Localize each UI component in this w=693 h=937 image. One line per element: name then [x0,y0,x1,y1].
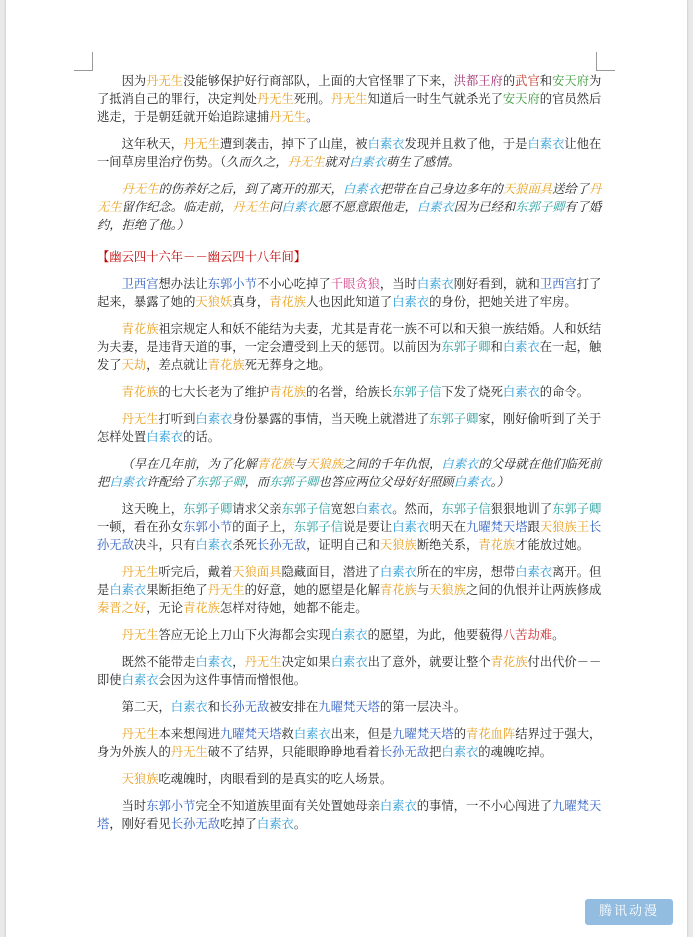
text-run: ，当时 [379,277,417,291]
text-run: 许配给了 [146,475,196,489]
paragraph [97,455,605,491]
text-run: 当时 [121,799,147,813]
text-run: 家，刚好偷听到了关于怎样处置 [97,412,602,444]
text-run: 白素衣 [330,628,368,642]
text-run: 青花族 [269,385,307,399]
text-run: 卫西宫 [539,277,577,291]
text-run: 白素衣 [256,817,294,831]
text-run: 安天府 [552,74,589,88]
text-run: 愿不愿意跟他走， [318,200,417,214]
text-run: 的第一层决斗。 [379,700,467,714]
text-run: 白素衣 [379,799,417,813]
text-run: 白素衣 [195,412,233,426]
text-run: 和 [207,700,221,714]
text-run: 请求父亲 [232,502,282,516]
text-run: 白素衣 [392,295,430,309]
text-run: 白素衣 [515,565,553,579]
text-run: 天狼族 [306,457,343,471]
text-run: 。然而， [392,502,442,516]
paragraph [97,725,605,761]
text-run: 萌生了感情。 [386,155,460,169]
text-run: 也答应两位父母好好照顾 [318,475,454,489]
text-run: 答应无论上刀山下火海都会实现 [158,628,331,642]
text-run: 长孙无敌 [170,817,221,831]
text-run: 的 [453,727,467,741]
text-run: 丹无生 [232,200,270,214]
text-run: 把带在自己身边多年的 [379,182,503,196]
text-run: 与 [416,583,430,597]
text-run: 长孙无敌 [220,700,270,714]
text-run: 九曜梵天塔 [318,700,380,714]
paragraph [97,275,605,311]
text-run: 白素衣 [170,700,208,714]
text-run: 白素衣 [121,673,159,687]
paragraph [97,72,605,126]
text-run: 丹无生 [183,137,220,151]
text-run: 人也因此知道了 [306,295,393,309]
text-run: 白素衣 [453,475,491,489]
text-run: 出来，但是 [330,727,393,741]
text-run: 九曜梵天塔 [220,727,282,741]
text-run: 知道后一时生气就杀光了 [367,92,503,106]
text-run: 决定如果 [281,655,331,669]
text-run: 青花族 [121,385,159,399]
text-run: ，无论 [146,601,184,615]
text-run: 丹无生 [170,745,208,759]
document-body [97,72,605,842]
text-run: 打了起来，暴露了她的 [97,277,602,309]
text-run: 说是要让 [343,520,393,534]
text-run: 东郭子卿 [441,340,491,354]
text-run: ，刚好看见 [109,817,171,831]
text-run: 发现并且救了他，于是 [404,137,528,151]
text-run: 死刑。 [293,92,331,106]
text-run: 青花族 [490,655,528,669]
text-run: 结界过于强大，身为外族人的 [97,727,602,759]
text-run: 的 [502,74,516,88]
text-run: 丹无生 [121,182,159,196]
text-run: 东郭子信 [392,385,442,399]
text-run: 一顿，看在孙女 [97,520,184,534]
text-run: 白素衣 [342,182,380,196]
text-run: 长孙无敌 [97,520,602,552]
text-run: 东郭子卿 [429,412,479,426]
text-run: 青花族 [207,358,245,372]
margin-corner-mark [596,52,615,71]
document-page [6,0,687,937]
text-run: 白素衣 [416,200,454,214]
text-run: 丹无生 [97,182,602,214]
text-run: 天狼面具 [232,565,282,579]
text-run: 青花族 [183,601,221,615]
text-run: 东郭小节 [207,277,257,291]
text-run: 东郭小节 [183,520,233,534]
text-run: 杀死 [232,538,257,552]
text-run: 白素衣 [195,538,233,552]
text-run: 天狼族 [121,772,159,786]
paragraph [97,563,605,617]
text-run: 之间的千年仇恨， [343,457,442,471]
watermark-logo: 腾讯动漫 [585,899,673,925]
text-run: 宽恕 [330,502,356,516]
text-run: 东郭子卿 [183,502,233,516]
text-run: 让他在一间草房里治疗伤势。（ [97,137,602,169]
text-run: 打听到 [158,412,196,426]
text-run: 与 [293,457,307,471]
text-run: 东郭子信 [293,520,343,534]
text-run: 东郭子信 [441,502,491,516]
text-run: 的愿望，为此，他要藐得 [367,628,503,642]
text-run: 留作纪念。临走前， [121,200,233,214]
text-run: 青花族 [256,457,294,471]
text-run: ，差点就让 [146,358,208,372]
text-run: 白素衣 [379,565,417,579]
text-run: 被安排在 [269,700,319,714]
text-run: 离开。但是 [97,565,602,597]
text-run: 就对 [324,155,350,169]
text-run: 白素衣 [109,475,147,489]
text-run: ，而 [244,475,270,489]
text-run: 。 [306,110,319,124]
text-run: 白素衣 [502,340,540,354]
text-run: 秦晋之好 [97,601,147,615]
text-run: 和 [539,74,553,88]
text-run: 隐藏面目，潜进了 [281,565,380,579]
text-run: 千眼贪狼 [330,277,380,291]
text-run: 白素衣 [293,727,331,741]
text-run: 丹无生 [244,655,282,669]
text-run: 白素衣 [502,385,540,399]
text-run: 白素衣 [367,137,405,151]
text-run: 怎样对待她，她都不能走。 [220,601,368,615]
text-run: 的事情，一不小心闯进了 [416,799,553,813]
text-run: 丹无生 [121,727,159,741]
margin-corner-mark [74,52,93,71]
text-run: 安天府 [502,92,540,106]
text-run: 第二天， [121,700,171,714]
text-run: 天狼妖 [195,295,233,309]
text-run: 白素衣 [441,457,479,471]
text-run: 才能放过她。 [515,538,590,552]
text-run: 因为 [121,74,147,88]
paragraph [97,135,605,171]
text-run: 所在的牢房，想带 [416,565,516,579]
text-run: 付出代价－－即使 [97,655,602,687]
paragraph [97,320,605,374]
text-run: 这年秋天， [121,137,184,151]
text-run: 东郭子信 [281,502,331,516]
text-run: 吃魂魄时，肉眼看到的是真实的吃人场景。 [158,772,393,786]
text-run: 丹无生 [330,92,368,106]
text-run: 东郭子卿 [269,475,319,489]
text-run: 长孙无敌 [256,538,307,552]
text-run: 的魂魄吃掉。 [478,745,553,759]
text-run: 跟 [527,520,540,534]
text-run: 的命令。 [539,385,589,399]
text-run: 东郭子卿 [552,502,602,516]
text-run: 丹无生 [121,565,159,579]
text-run: 白素衣 [527,137,565,151]
paragraph [97,770,605,788]
text-run: 吃掉了 [220,817,257,831]
text-run: 白素衣 [330,655,368,669]
text-run: 东郭小节 [146,799,196,813]
text-run: 青花血阵 [466,727,516,741]
paragraph [97,653,605,689]
text-run: 的话。 [183,430,221,444]
text-run: 决斗，只有 [133,538,196,552]
text-run: 和 [490,340,503,354]
text-run: 的面子上， [232,520,294,534]
text-run: 白素衣 [392,520,430,534]
paragraph [97,698,605,716]
text-run: 。 [293,817,307,831]
text-run: 。） [490,475,510,489]
text-run: 为了抵消自己的罪行，决定判处 [97,74,602,106]
text-run: 身份暴露的事情，当天晚上就潜进了 [232,412,430,426]
text-run: 卫西宫 [121,277,159,291]
text-run: 长孙无敌 [379,745,430,759]
text-run: 丹无生 [121,628,159,642]
text-run: 丹无生 [269,110,307,124]
text-run: 问 [269,200,282,214]
text-run: 白素衣 [441,745,479,759]
text-run: 天狼族 [379,538,417,552]
text-run: 把 [429,745,442,759]
text-run: 青花族 [121,322,159,336]
text-run: 果断拒绝了 [146,583,208,597]
text-run: 天狼族 [429,583,467,597]
text-run: 白素衣 [195,655,233,669]
text-run: 白素衣 [281,200,319,214]
text-run: 的父母就在他们临死前把 [97,457,602,489]
text-run: 白素衣 [109,583,147,597]
text-run: 真身， [232,295,270,309]
text-run: 完全不知道族里面有关处置她母亲 [195,799,380,813]
text-run: 断绝关系， [416,538,479,552]
text-run: 救 [281,727,294,741]
text-run: 不小心吃掉了 [256,277,331,291]
text-run: 青花族 [269,295,307,309]
text-run: 这天晚上， [121,502,184,516]
text-run: 天狼族王 [539,520,590,534]
paragraph [97,180,605,234]
text-run: 九曜梵天塔 [97,799,602,831]
text-run: 的官员然后逃走，于是朝廷就开始追踪逮捕 [97,92,602,124]
text-run: 青花族 [478,538,516,552]
text-run: 的名誉，给族长 [306,385,393,399]
text-run: 的身份，把她关进了牢房。 [429,295,577,309]
text-run: 的七大长老为了维护 [158,385,270,399]
text-run: 之间的仇恨并让两族修成 [466,583,602,597]
paragraph [97,410,605,446]
text-run: 丹无生 [121,412,159,426]
text-run: 明天在 [429,520,467,534]
text-run: 东郭子卿 [515,200,565,214]
text-run: （早在几年前，为了化解 [121,457,257,471]
text-run: 本来想闯进 [158,727,220,741]
text-run: ，证明自己和 [306,538,380,552]
paragraph [97,797,605,833]
text-run: 刚好看到，就和 [453,277,540,291]
text-run: 想办法让 [158,277,208,291]
text-run: 送给了 [552,182,589,196]
text-run: 丹无生 [146,74,184,88]
text-run: 天狼面具 [502,182,553,196]
text-run: 丹无生 [287,155,325,169]
text-run: 没能够保护好行商部队，上面的大官怪罪了下来， [183,74,454,88]
text-run: 狠狠地训了 [490,502,553,516]
text-run: 下发了烧死 [441,385,503,399]
text-run: 洪都王府 [453,74,503,88]
text-run: 既然不能带走 [121,655,196,669]
text-run: 九曜梵天塔 [466,520,528,534]
paragraph [97,626,605,644]
text-run: 天劫 [121,358,147,372]
text-run: 东郭子卿 [195,475,245,489]
section-heading: 【幽云四十六年－－幽云四十八年间】 [97,250,307,264]
text-run: 白素衣 [355,502,393,516]
text-run: 久而久之， [226,155,288,169]
text-run: 会因为这件事情而憎恨他。 [158,673,307,687]
text-run: 白素衣 [349,155,387,169]
text-run: 八苦劫难 [502,628,553,642]
text-run: 白素衣 [416,277,454,291]
text-run: 白素衣 [146,430,184,444]
text-run: 死无葬身之地。 [244,358,331,372]
text-run: 九曜梵天塔 [392,727,454,741]
text-run: 听完后，戴着 [158,565,233,579]
text-run: 因为已经和 [453,200,516,214]
text-run: 的好意，她的愿望是化解 [244,583,380,597]
text-run: 在一起，触发了 [97,340,602,372]
text-run: 丹无生 [207,583,245,597]
text-run: 破不了结界，只能眼睁睁地看着 [207,745,380,759]
text-run: 祖宗规定人和妖不能结为夫妻，尤其是青花一族不可以和天狼一族结婚。人和妖结为夫妻，是违背天道的事，一定会遭受到上天的惩罚。以前因为 [97,322,602,354]
text-run: 的伤养好之后，到了离开的那天， [158,182,343,196]
paragraph [97,500,605,554]
text-run: 丹无生 [256,92,294,106]
text-run: 有了婚约，拒绝了他。） [97,200,602,232]
paragraph [97,383,605,401]
text-run: 遭到袭击，掉下了山崖，被 [220,137,368,151]
text-run: 出了意外，就要让整个 [367,655,491,669]
text-run: 。 [552,628,565,642]
text-run: ， [232,655,245,669]
text-run: 青花族 [379,583,417,597]
text-run: 武官 [515,74,540,88]
